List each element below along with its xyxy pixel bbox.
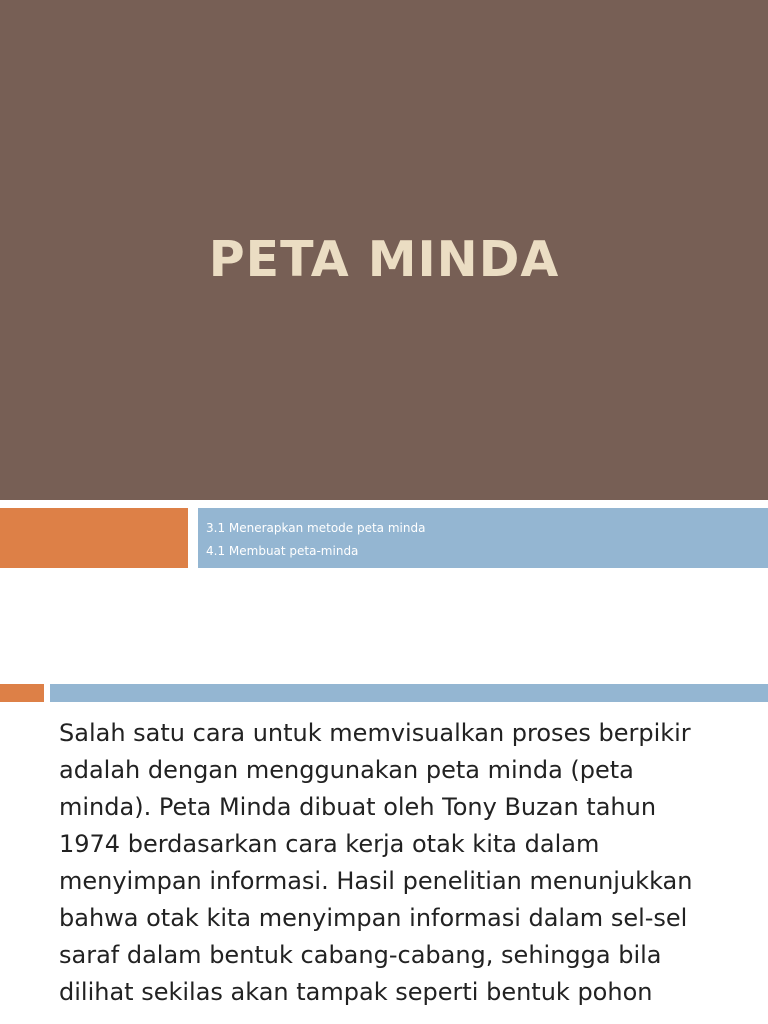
- body-line: 1974 berdasarkan cara kerja otak kita dalam: [59, 830, 600, 858]
- body-line: adalah dengan menggunakan peta minda (peta: [59, 756, 634, 784]
- body-line: Salah satu cara untuk memvisualkan proses berpikir: [59, 719, 691, 747]
- title-background: [0, 0, 768, 500]
- body-line: dilihat sekilas akan tampak seperti bentuk pohon: [59, 978, 653, 1006]
- body-line: bahwa otak kita menyimpan informasi dalam sel-sel: [59, 904, 688, 932]
- subtitle-line: 4.1 Membuat peta-minda: [206, 544, 359, 558]
- orange-accent-bar: [0, 684, 44, 702]
- body-line: menyimpan informasi. Hasil penelitian menunjukkan: [59, 867, 693, 895]
- orange-accent-bar: [0, 508, 188, 568]
- body-line: minda). Peta Minda dibuat oleh Tony Buzan tahun: [59, 793, 657, 821]
- subtitle-line: 3.1 Menerapkan metode peta minda: [206, 521, 426, 535]
- body-paragraph: [59, 715, 739, 1011]
- slide-title: PETA MINDA: [208, 231, 560, 288]
- subtitle-bar: [198, 508, 768, 568]
- body-line: saraf dalam bentuk cabang-cabang, sehingga bila: [59, 941, 662, 969]
- blue-accent-bar: [50, 684, 768, 702]
